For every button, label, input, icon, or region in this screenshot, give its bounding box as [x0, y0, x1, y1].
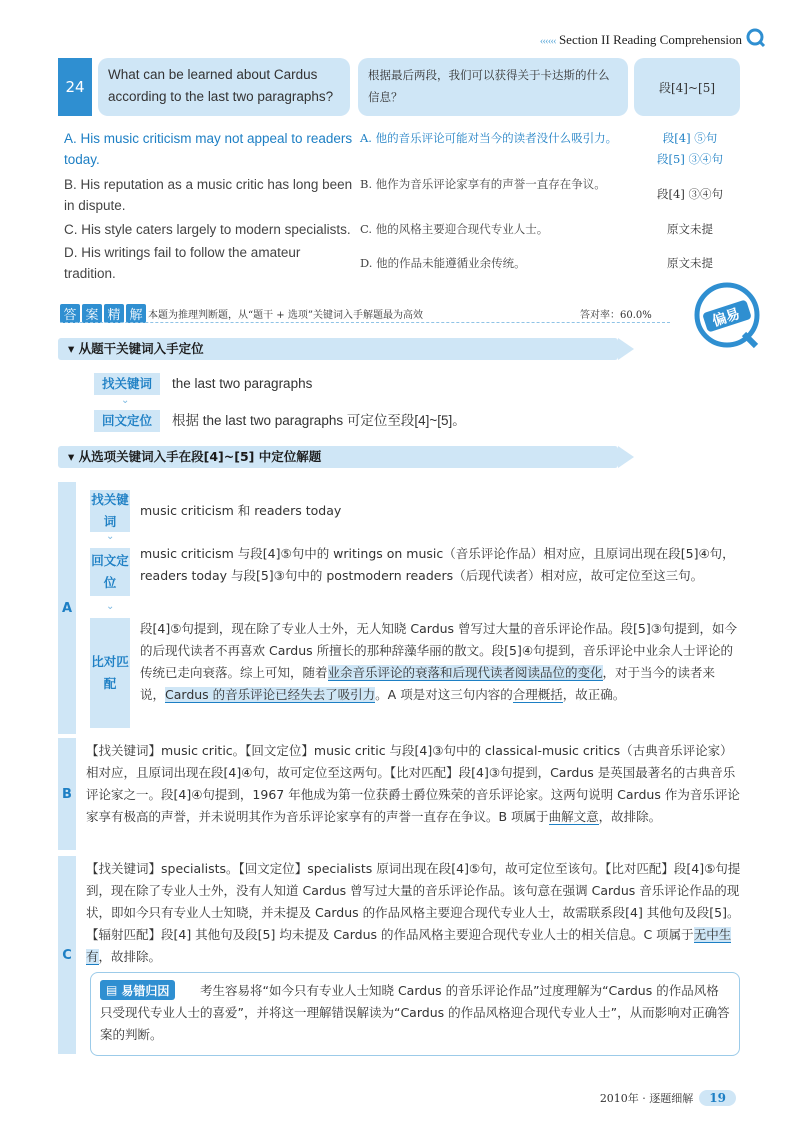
step1-text-find: the last two paragraphs — [172, 376, 313, 391]
underline-segment: 曲解文意 — [548, 809, 599, 824]
error-tip-label: 易错归因 — [121, 983, 170, 998]
answer-title-char: 答 — [60, 304, 80, 323]
question-stem-en: What can be learned about Cardus according to the last two paragraphs? — [98, 58, 350, 116]
highlight-segment: Cardus 的音乐评论已经失去了吸引力 — [165, 687, 376, 702]
block-a-text-find: music criticism 和 readers today — [140, 503, 342, 518]
text-segment: ，故正确。 — [562, 687, 626, 702]
answer-intro: 本题为推理判断题，从“题干 + 选项”关键词入手解题最为高效 — [148, 310, 423, 321]
highlight-segment: 业余音乐评论的衰落和后现代读者阅读品位的变化 — [327, 665, 603, 680]
option-c-en: C. His style caters largely to modern specialists. — [64, 222, 351, 237]
badge-label: 偏易 — [710, 306, 743, 330]
chevron-down-icon: ⌄ — [106, 531, 115, 542]
error-tip-text: 考生容易将“如今只有专业人士知晓 Cardus 的音乐评论作品”过度理解为“Cardus 的作品风格只受现代专业人士的喜爱”，并将这一理解错误解读为“Cardus 的作品风格迎合现代专业人士”，从而影响对正确答案的判断。 — [100, 983, 730, 1042]
error-icon: ▤ — [106, 983, 118, 997]
chevron-down-icon: ⌄ — [121, 395, 130, 406]
page-footer — [600, 1090, 736, 1106]
chevron-down-icon: ⌄ — [106, 601, 115, 612]
arrows-decoration: ‹‹‹‹‹‹ — [539, 35, 556, 47]
answer-title-char: 案 — [82, 304, 102, 323]
text-segment: 【找关键词】music critic。【回文定位】music critic 与段[4]③句中的 classical-music critics（古典音乐评论家）相对应，且原词出现在段[4]④句，故可定位至这两句。【比对匹配】段[4]③句提到，Cardus 是英国最著名的古典音乐评论家之一。段[4]④句提到，1967 年他成为第一位获爵士爵位殊荣的音乐评论家。这两句说明 Cardus 作为音乐评论家享有极高的声誉，并未说明其作为音乐评论家享有的声誉一直存在争议。B 项属于 — [86, 743, 740, 824]
caret-down-icon: ▾ — [68, 341, 79, 356]
difficulty-badge — [690, 278, 764, 352]
block-a-tag-locate: 回文定位 — [90, 548, 130, 596]
option-d-en: D. His writings fail to follow the amateur tradition. — [64, 245, 301, 281]
option-a-ref-line2: 段[5] ③④句 — [657, 152, 723, 166]
option-a-zh: A. 他的音乐评论可能对当今的读者没什么吸引力。 — [360, 131, 618, 145]
divider — [60, 322, 670, 323]
step1-text-locate: 根据 the last two paragraphs 可定位至段[4]~[5]。 — [172, 413, 466, 428]
page-number: 19 — [699, 1090, 736, 1106]
option-a-ref-line1: 段[4] ⑤句 — [662, 131, 718, 145]
underline-segment: 合理概括 — [512, 687, 563, 702]
caret-down-icon: ▾ — [68, 449, 79, 464]
block-c-text — [86, 858, 742, 968]
question-stem-zh: 根据最后两段，我们可以获得关于卡达斯的什么信息？ — [358, 58, 628, 116]
text-segment: ，故排除。 — [598, 809, 662, 824]
block-a-text-locate: music criticism 与段[4]⑤句中的 writings on music（音乐评论作品）相对应，且原词出现在段[5]④句，readers today 与段[5]③句中的 postmodern readers（后现代读者）相对应，故可定位至这三句。 — [140, 546, 735, 583]
block-a-text-compare — [140, 618, 740, 706]
step2-title: 从选项关键词入手在段[4]~[5] 中定位解题 — [78, 449, 322, 464]
section-header — [540, 32, 742, 48]
option-c-zh: C. 他的风格主要迎合现代专业人士。 — [360, 222, 549, 236]
answer-title-char: 解 — [126, 304, 146, 323]
text-segment: 段[4]⑤句提到，现在除了专业人士外，无人知晓 Cardus 曾写过大量的音乐评论作品。段[5]③句提到，如今的后现代读者不再喜欢 Cardus 所擅长的那种辞藻华丽的散文。段[5]④句提到，音乐评论中业余人士评论的传统已走向衰落。综上可知，随着 — [140, 621, 737, 680]
block-a-tag-compare: 比对匹配 — [90, 618, 130, 728]
answer-rate: 答对率：60.0% — [580, 310, 652, 321]
question-ref: 段[4]~[5] — [634, 58, 740, 116]
option-b-zh: B. 他作为音乐评论家享有的声誉一直存在争议。 — [360, 177, 606, 191]
text-segment: ，故排除。 — [98, 949, 162, 964]
question-number: 24 — [58, 58, 92, 116]
option-b-en: B. His reputation as a music critic has long been in dispute. — [64, 177, 353, 213]
step1-bar — [58, 338, 618, 360]
step1-tag-locate: 回文定位 — [94, 410, 160, 432]
block-a-letter: A — [58, 482, 76, 734]
option-c-ref: 原文未提 — [667, 222, 713, 236]
answer-title — [60, 304, 148, 323]
step1-title: 从题干关键词入手定位 — [78, 341, 204, 356]
block-b-letter: B — [58, 738, 76, 850]
option-a-ref — [645, 128, 735, 170]
option-a-en: A. His music criticism may not appeal to readers today. — [64, 131, 353, 167]
section-title: Section II Reading Comprehension — [558, 32, 742, 47]
option-d-zh: D. 他的作品未能遵循业余传统。 — [360, 256, 526, 270]
step1-tag-find: 找关键词 — [94, 373, 160, 395]
option-b-ref: 段[4] ③④句 — [657, 187, 723, 201]
text-segment: 【找关键词】specialists。【回文定位】specialists 原词出现在段[4]⑤句，故可定位至该句。【比对匹配】段[4]⑤句提到，现在除了专业人士外，没有人知道 Cardus 曾写过大量的音乐评论作品。该句意在强调 Cardus 音乐评论作品的现状，即如今只有专业人士知晓，并未提及 Cardus 的作品风格主要迎合现代专业人士，故需联系段[4] 其他句及段[5]。【辐射匹配】段[4] 其他句及段[5] 均未提及 Cardus 的作品风格主要迎合现代专业人士的相关信息。C 项属于 — [86, 861, 741, 942]
answer-title-char: 精 — [104, 304, 124, 323]
highlight-segment: 无中生有 — [86, 927, 732, 964]
text-segment: 。A 项是对这三句内容的 — [375, 687, 513, 702]
block-a-tag-find: 找关键词 — [90, 490, 130, 532]
option-d-ref: 原文未提 — [667, 256, 713, 270]
block-c-letter: C — [58, 856, 76, 1054]
step2-bar — [58, 446, 618, 468]
q-logo-icon — [746, 28, 766, 48]
footer-text: 2010年 · 逐题细解 — [599, 1092, 694, 1105]
text-segment: ，对于当今的读者来说， — [140, 665, 716, 702]
block-b-text — [86, 740, 742, 828]
